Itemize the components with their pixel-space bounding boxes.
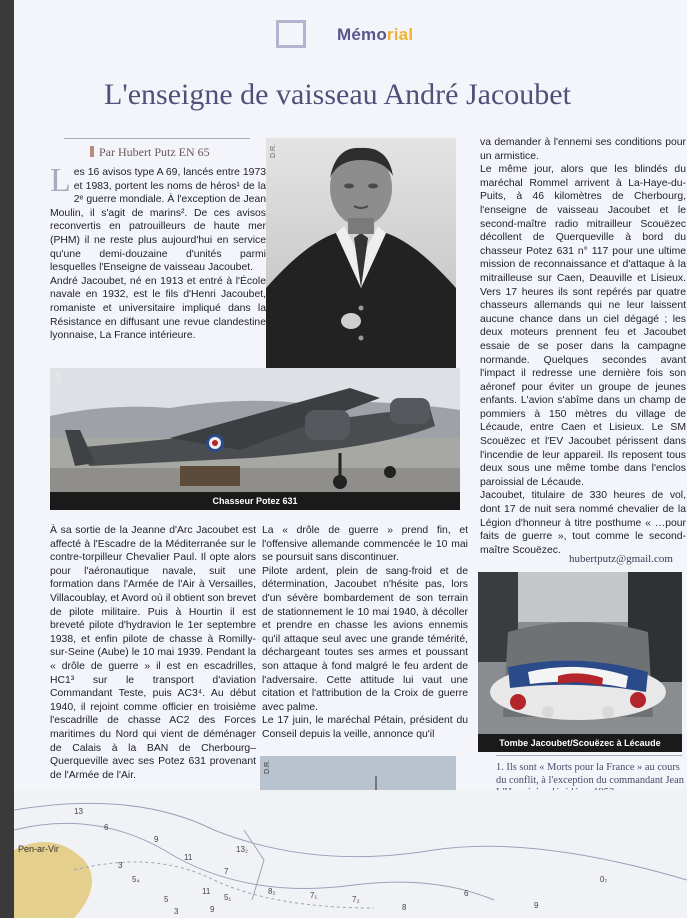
sounding: 7₁: [310, 891, 318, 900]
bio-paragraph: André Jacoubet, né en 1913 et entré à l'École navale en 1932, est le fils d'Henri Jacoubet, romaniste et universitaire impliqué dans la Résistance en diffusant une revue clandestine lyonnaise, La France intérieure.: [50, 275, 266, 342]
sounding: 5₄: [132, 875, 140, 884]
column-1-bottom: [50, 524, 256, 782]
nautical-chart-strip: [14, 790, 687, 918]
footnote-1: 1. Ils sont « Morts pour la France » au cours du conflit, à l'exception du commandant Jean: [496, 762, 684, 786]
byline-rule: [64, 138, 250, 139]
sounding: 5₁: [224, 893, 232, 902]
sounding: 3: [174, 907, 179, 916]
section-name-accent: rial: [386, 25, 414, 44]
byline: [90, 145, 210, 160]
article-title: L'enseigne de vaisseau André Jacoubet: [104, 78, 571, 111]
honours-paragraph: Jacoubet, titulaire de 330 heures de vol, dont 17 de nuit sera nommé chevalier de la Légion d'honneur à titre posthume « …pour faits de guerre », tout comme le second-maître Scouëzec.: [480, 490, 686, 556]
column-1-top: [50, 162, 266, 343]
tomb-photo: [478, 572, 682, 752]
sounding: 8₂: [268, 887, 276, 896]
last-mission-paragraph: Le même jour, alors que les blindés du maréchal Rommel arrivent à La-Haye-du-Puits, à 46 kilomètres de Cherbourg, l'enseigne de vaisseau Jacoubet et le second-maître radio mitrailleur Scouëzec décollent de Querqueville à bord du chasseur Potez 631 n° 117 pour une ultime mission de reconnaissance et d'attaque à la mitrailleuse sur Caen, Deauville et Lisieux. Vers 17 heures ils sont repérés par quatre chasseurs allemands qui ne leur laissent aucune chance dans un ciel dégagé ; les deux moteurs prennent feu et Jacoubet essaie de se poser dans la campagne normande. Quelques secondes avant l'impact il redresse une dernière fois son aéronef pour éviter un groupe de jeunes enfants. L'avion s'abîme dans un champ de pommiers à 150 mètres du village de Lécaude, entre Caen et Lisieux. Le SM Scouëzec et l'EV Jacoubet périssent dans l'incendie de leur appareil. Ils reposent tous deux sous une même tombe dans l'enclos paroissial de Lécaude.: [480, 164, 686, 488]
armistice-paragraph: Le 17 juin, le maréchal Pétain, président du Conseil depuis la veille, annonce qu'il: [262, 715, 468, 740]
plane-caption: Chasseur Potez 631: [212, 496, 298, 506]
sounding: 11: [202, 887, 211, 896]
sounding: 3: [118, 861, 123, 870]
tomb-caption: Tombe Jacoubet/Scouëzec à Lécaude: [499, 738, 661, 748]
photo-credit: D.R.: [56, 370, 63, 384]
sounding: 5: [164, 895, 169, 904]
portrait-photo: [266, 138, 456, 368]
sounding: 0₇: [600, 875, 608, 884]
photo-credit: D.R.: [270, 144, 277, 158]
chart-place-name: Pen-ar-Vir: [18, 844, 59, 854]
phoney-war-paragraph: La « drôle de guerre » prend fin, et l'offensive allemande commencée le 10 mai se poursuit sans discontinuer.: [262, 525, 468, 564]
plane-photo: [50, 368, 460, 510]
section-name: [337, 25, 413, 45]
sounding: 6: [104, 823, 109, 832]
magazine-page: [14, 0, 687, 918]
nautical-chart: [14, 790, 687, 918]
author-email[interactable]: hubertputz@gmail.com: [569, 553, 673, 565]
sounding: 7: [224, 867, 229, 876]
column-3: [480, 136, 686, 557]
intro-text: es 16 avisos type A 69, lancés entre 1973 et 1983, portent les noms de héros¹ de la 2ᵉ guerre mondiale. À l'exception de Jean Moulin, il s'agit de marins². De ces avisos reconvertis en patrouilleurs de haute mer (PHM) il ne reste plus aujourd'hui en service qu'une demi-douzaine d'unités parmi lesquelles l'Enseigne de vaisseau Jacoubet.: [50, 167, 266, 274]
sounding: 7₂: [352, 895, 360, 904]
conditions-paragraph: va demander à l'ennemi ses conditions pour un armistice.: [480, 137, 686, 162]
column-2: [262, 524, 468, 742]
sounding: 9: [154, 835, 159, 844]
sounding: 11: [184, 853, 193, 862]
byline-text: Par Hubert Putz EN 65: [99, 145, 210, 159]
sounding: 9: [534, 901, 539, 910]
training-paragraph: À sa sortie de la Jeanne d'Arc Jacoubet est affecté à l'Escadre de la Méditerranée sur le contre-torpilleur Chevalier Paul. Il opte alors pour l'aéronautique navale, suit une formation dans l'Armée de l'Air à Versailles, Villacoublay, et Avord où il obtient son brevet de pilote militaire. Puis à Hourtin il est breveté pilote d'hydravion le 1er septembre 1938, et enfin pilote de chasse à Romilly-sur-Seine (Aube) le 10 mai 1939. Pendant la « drôle de guerre » il est en escadrilles, HC1³ sur le transport d'aviation Commandant Teste, puis AC3⁴. Au début 1940, il rejoint comme officier en troisième l'escadrille de chasse AC2 des Forces maritimes du Nord qui vient de déménager de Calais à la BAN de Cherbourg–Querqueville avec ses Potez 631 provenant de l'Armée de l'Air.: [50, 525, 256, 781]
tomb-illustration: [478, 572, 682, 752]
footnotes-rule: [496, 755, 682, 756]
section-logo-square: [276, 20, 306, 48]
section-name-main: Mémo: [337, 25, 387, 44]
sounding: 13₂: [236, 845, 249, 854]
sounding: 6: [464, 889, 469, 898]
sounding: 13: [74, 807, 83, 816]
intro-paragraph: [50, 162, 266, 275]
sounding: 9: [210, 905, 215, 914]
section-header: [14, 18, 687, 48]
dropcap: L: [50, 162, 71, 199]
combat-paragraph: Pilote ardent, plein de sang-froid et de détermination, Jacoubet n'hésite pas, lors d'un sévère bombardement de son terrain de stationnement le 10 mai 1940, à décoller et prendre en chasse les avions ennemis qu'il attaque seul avec une grande témérité, déchargeant toutes ses armes et poussant son attaque à fond malgré le feu ardent de l'adversaire. Cette attitude lui vaut une citation et l'attribution de la Croix de guerre avec palme.: [262, 565, 468, 713]
byline-marker: [90, 146, 94, 157]
plane-illustration: [50, 368, 460, 510]
sounding: 8: [402, 903, 407, 912]
photo-credit: D.R.: [264, 760, 271, 774]
portrait-illustration: [266, 138, 456, 368]
